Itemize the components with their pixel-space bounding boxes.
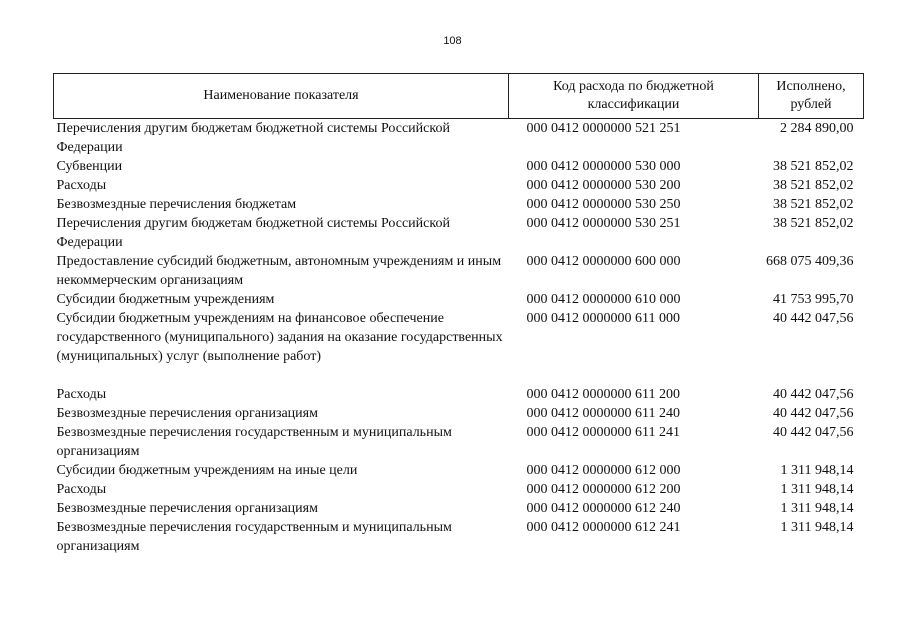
table-body (54, 119, 864, 557)
header-budget-code: Код расхода по бюджетной классификации (509, 74, 759, 119)
row-code: 000 0412 0000000 521 251 (526, 121, 681, 136)
row-name: Безвозмездные перечисления государственным и муниципальным организациям (56, 425, 452, 459)
table-row (54, 290, 864, 309)
table-row (54, 499, 864, 518)
row-code: 000 0412 0000000 612 000 (526, 463, 681, 478)
row-code: 000 0412 0000000 612 200 (526, 482, 681, 497)
row-amount: 1 311 948,14 (780, 501, 854, 516)
row-amount: 38 521 852,02 (773, 178, 854, 193)
row-amount: 2 284 890,00 (780, 121, 854, 136)
row-name: Безвозмездные перечисления бюджетам (56, 197, 297, 212)
table-row (54, 195, 864, 214)
header-indicator-name: Наименование показателя (54, 74, 509, 119)
row-amount: 40 442 047,56 (773, 311, 854, 326)
row-amount: 668 075 409,36 (766, 254, 854, 269)
row-name: Субвенции (56, 159, 123, 174)
table-row (54, 119, 864, 158)
table-row (54, 385, 864, 404)
table-row (54, 404, 864, 423)
table-row (54, 214, 864, 252)
row-code: 000 0412 0000000 611 240 (526, 406, 680, 421)
row-name: Перечисления другим бюджетам бюджетной системы Российской Федерации (56, 121, 450, 155)
row-amount: 41 753 995,70 (773, 292, 854, 307)
header-row (54, 74, 864, 119)
expenditure-table (53, 73, 864, 556)
row-name: Предоставление субсидий бюджетным, автономным учреждениям и иным некоммерческим организациям (56, 254, 502, 288)
row-amount: 40 442 047,56 (773, 406, 854, 421)
table-row (54, 461, 864, 480)
row-code: 000 0412 0000000 530 000 (526, 159, 681, 174)
table-row (54, 309, 864, 385)
row-code: 000 0412 0000000 530 200 (526, 178, 681, 193)
row-amount: 38 521 852,02 (773, 159, 854, 174)
row-amount: 1 311 948,14 (780, 482, 854, 497)
row-code: 000 0412 0000000 610 000 (526, 292, 681, 307)
row-code: 000 0412 0000000 611 200 (526, 387, 680, 402)
row-name: Безвозмездные перечисления государственным и муниципальным организациям (56, 520, 452, 554)
row-code: 000 0412 0000000 600 000 (526, 254, 681, 269)
row-code: 000 0412 0000000 612 240 (526, 501, 681, 516)
row-code: 000 0412 0000000 530 250 (526, 197, 681, 212)
row-name: Безвозмездные перечисления организациям (56, 501, 318, 516)
row-name: Безвозмездные перечисления организациям (56, 406, 318, 421)
row-name: Субсидии бюджетным учреждениям (56, 292, 275, 307)
row-name: Расходы (56, 387, 107, 402)
table-row (54, 423, 864, 461)
table-header (54, 74, 864, 119)
table-row (54, 518, 864, 556)
table-row (54, 157, 864, 176)
row-code: 000 0412 0000000 530 251 (526, 216, 681, 231)
row-code: 000 0412 0000000 612 241 (526, 520, 681, 535)
header-executed-amount: Исполнено, рублей (759, 74, 864, 119)
row-amount: 40 442 047,56 (773, 425, 854, 440)
row-amount: 38 521 852,02 (773, 216, 854, 231)
row-amount: 1 311 948,14 (780, 520, 854, 535)
table-row (54, 480, 864, 499)
row-amount: 38 521 852,02 (773, 197, 854, 212)
row-name: Расходы (56, 178, 107, 193)
page-number: 108 (443, 35, 462, 47)
row-code: 000 0412 0000000 611 000 (526, 311, 680, 326)
row-name: Субсидии бюджетным учреждениям на иные цели (56, 463, 358, 478)
row-name: Субсидии бюджетным учреждениям на финансовое обеспечение государственного (муниципального) задания на оказание государственных (муниципальных) услуг (выполнение работ) (56, 311, 503, 364)
table-row (54, 252, 864, 290)
row-name: Расходы (56, 482, 107, 497)
row-amount: 40 442 047,56 (773, 387, 854, 402)
table-row (54, 176, 864, 195)
row-amount: 1 311 948,14 (780, 463, 854, 478)
row-code: 000 0412 0000000 611 241 (526, 425, 680, 440)
row-name: Перечисления другим бюджетам бюджетной системы Российской Федерации (56, 216, 450, 250)
